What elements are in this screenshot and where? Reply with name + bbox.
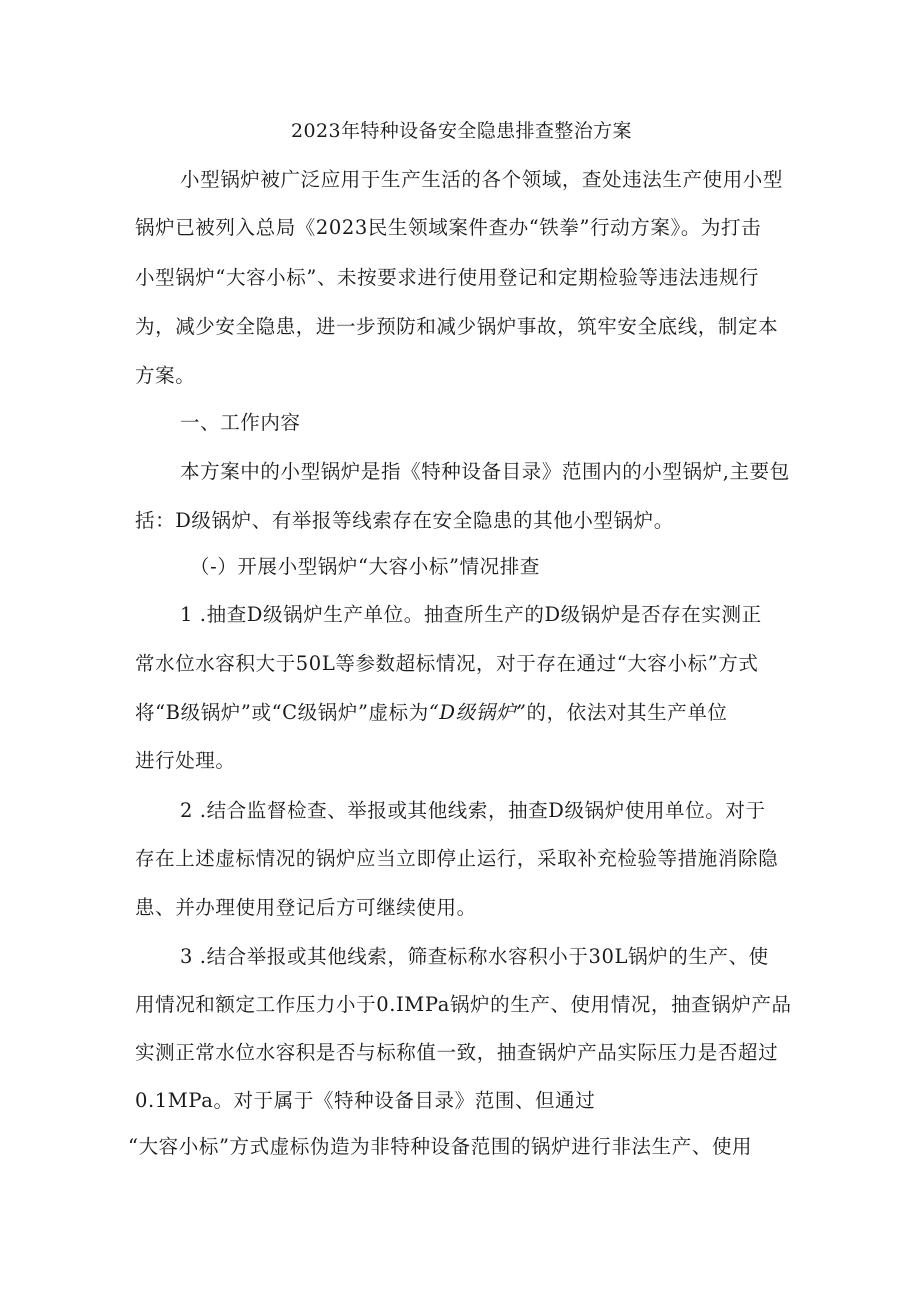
item-3-line-3: 实测正常水位水容积是否与标称值一致，抽查锅炉产品实际压力是否超过 [135, 1041, 779, 1064]
intro-line-2: 锅炉已被列入总局《2023民生领域案件查办“铁拳”行动方案》。为打击 [135, 216, 762, 239]
item-1-line-3-part-a: 将“B级锅炉”或“C级锅炉”虚标为 [135, 701, 429, 724]
intro-line-4: 为，减少安全隐患，进一步预防和减少锅炉事故，筑牢安全底线，制定本 [135, 315, 779, 338]
item-1-line-3-emphasis: “D级锅炉” [428, 701, 527, 724]
intro-line-3: 小型锅炉“大容小标”、未按要求进行使用登记和定期检验等违法违规行 [135, 266, 760, 289]
subsection-1-heading: （-）开展小型锅炉“大容小标”情况排查 [190, 555, 540, 578]
item-1-line-1: 1 .抽查D级锅炉生产单位。抽查所生产的D级锅炉是否存在实测正 [180, 603, 762, 626]
item-3-line-4: 0.1MPa。对于属于《特种设备目录》范围、但通过 [135, 1089, 596, 1112]
item-2-line-3: 患、并办理使用登记后方可继续使用。 [135, 896, 477, 919]
section-1-line-1: 本方案中的小型锅炉是指《特种设备目录》范围内的小型锅炉,主要包 [180, 460, 790, 483]
item-3-line-2: 用情况和额定工作压力小于0.IMPa锅炉的生产、使用情况，抽查锅炉产品 [135, 993, 792, 1016]
item-1-line-3 [135, 699, 728, 727]
item-1-line-4: 进行处理。 [135, 749, 236, 772]
intro-line-1: 小型锅炉被广泛应用于生产生活的各个领域，查处违法生产使用小型 [180, 168, 784, 191]
intro-line-5: 方案。 [135, 364, 196, 387]
item-1-line-3-part-c: 的，依法对其生产单位 [526, 701, 728, 724]
item-3-line-5: “大容小标”方式虚标伪造为非特种设备范围的锅炉进行非法生产、使用 [128, 1135, 753, 1158]
document-title: 2023年特种设备安全隐患排查整治方案 [291, 120, 632, 142]
section-1-heading: 一、工作内容 [180, 411, 301, 434]
item-2-line-1: 2 .结合监督检查、举报或其他线索，抽查D级锅炉使用单位。对于 [180, 799, 766, 822]
item-2-line-2: 存在上述虚标情况的锅炉应当立即停止运行，采取补充检验等措施消除隐 [135, 847, 779, 870]
item-3-line-1: 3 .结合举报或其他线索，筛查标称水容积小于30L锅炉的生产、使 [180, 945, 769, 968]
item-1-line-2: 常水位水容积大于50L等参数超标情况，对于存在通过“大容小标”方式 [135, 652, 759, 675]
section-1-line-2: 括：D级锅炉、有举报等线索存在安全隐患的其他小型锅炉。 [135, 509, 674, 532]
